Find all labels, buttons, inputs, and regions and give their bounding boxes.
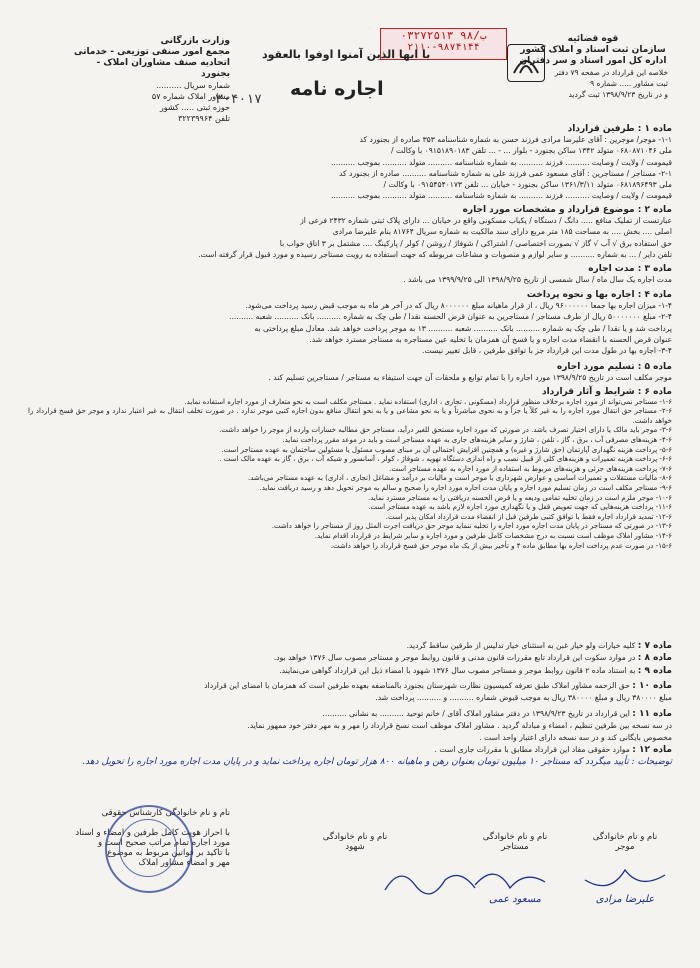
form-line: قیمومت / ولایت / وصایت .......... فرزند .......... به شماره شناسنامه .......... متولد .......... بموجب .......... (330, 157, 672, 167)
clause: ۸-۶- مالیات مستقلات و تعمیرات اساسی و عوارض شهرداری با موجر است و مالیات بر درآمد و مشاغل (تجاری ، اداری) به عهده مستاجر می‌باشد. (247, 474, 672, 483)
org-line: وزارت بازرگانی (160, 36, 230, 46)
serial-number-secondary: ۲۱۱۰-۹۸۷۴۱۴۴ (407, 42, 480, 53)
section-title: ماده ۳ : مدت اجاره (588, 264, 672, 274)
document-title: اجاره نامه (290, 78, 384, 100)
consultant-text: با احراز هویت کامل طرفین و امضاء و اسناد (75, 828, 230, 838)
clause: ۲-۶- مستاجر حق انتقال مورد اجاره را به غیر کلاً یا جزاً و به نحوی مباشرتاً و یا به نحو مشاعی و یا به نحو انتقال منافع بدون اجازه کتبی موجر ندارد . در صورت تخلف انتقال به غیر اعتبار ندارد و موجر حق فسخ قرارداد را خواهد داشت. (28, 407, 672, 425)
section-3 (28, 264, 672, 285)
form-line: اصلی .... بخش .... به مساحت ۱۸۵ متر مربع دارای سند مالکیت به شماره سریال ۸۱۷۶۴ بنام علیرضا مرادی (332, 227, 672, 237)
quran-verse: یا ایها الذین آمنوا اوفوا بالعقود (262, 48, 431, 61)
form-line: مخصوص بایگانی کند و در سه نسخه دارای اعتبار واحد است . (479, 732, 672, 742)
section-title: ماده ۱۰ : (632, 681, 672, 691)
clause: ۷-۶- پرداخت هزینه‌های جزئی و هزینه‌های مربوط به استفاده از مورد اجاره به عهده مستاجر است. (389, 464, 672, 473)
witness-sub: شهود (345, 842, 365, 852)
header-field: مشاور املاک شماره ۵۷ (151, 92, 230, 101)
section-title: ماده ۱۱ : (632, 709, 672, 719)
header-field: حوزه ثبتی ..... کشور (159, 103, 230, 112)
section-title: ماده ۸ : (637, 653, 672, 664)
form-line: حق الزحمه مشاور املاک طبق تعرفه کمیسیون نظارت شهرستان بجنورد بالمناصفه بعهده طرفین است که همزمان با امضای این قرارداد (204, 681, 630, 690)
section-title: ماده ۱ : طرفین قرارداد (567, 124, 672, 134)
form-line: به استناد ماده ۲ قانون روابط موجر و مستاجر مصوب سال ۱۳۷۶ شهود با امضاء ذیل این قرارداد گواهی می‌نمایند. (279, 665, 636, 675)
consultant-text: مورد اجاره تمام مراتب صحیح است و (98, 838, 230, 848)
landlord-sub: موجر (615, 842, 635, 852)
registry-note: ثبت مشاور ..... شماره ۹ (590, 79, 668, 88)
section-10 (28, 680, 672, 704)
section-5 (28, 362, 672, 383)
form-line: ۱-۱- موجر/ موجرین : آقای علیرضا مرادی فرزند حسن به شماره شناسنامه ۳۵۳ صادره از بجنورد کد (359, 135, 672, 144)
registry-note: و در تاریخ ۱۳۹۸/۹/۲۳ ثبت گردید (568, 90, 668, 99)
section-title: ماده ۶ : شرایط و آثار قرارداد (541, 387, 672, 397)
section-title: ماده ۴ : اجاره بها و نحوه پرداخت (526, 290, 672, 300)
tenant-signature-icon (470, 860, 550, 900)
clause: ۶-۶- پرداخت هزینه تعمیرات و هزینه‌های کلی از قبیل نصب و راه اندازی دستگاه تهویه ، شوفاژ ، کولر ، آسانسور و شبکه آب ، برق ، گاز به عهده مالک است . (219, 455, 672, 464)
clause: ۱۰-۶- موجر ملزم است در زمان تخلیه تمامی ودیعه و یا قرض الحسنه دریافتی را به مستاجر مسترد نماید. (368, 493, 672, 502)
form-line: ۲-۱- مستاجر / مستاجرین : آقای مسعود عمی فرزند علی به شماره شناسنامه .......... صادره از بجنورد کد (339, 168, 672, 178)
form-line: عنوان قرض الحسنه با انقضاء مدت اجاره و یا فسخ آن همزمان با تخلیه عین مستاجره به مستاجر مسترد خواهد شد. (309, 334, 672, 344)
tenant-label: نام و نام خانوادگی (482, 832, 548, 842)
clause: ۱۲-۶- تمدید قرارداد اجاره فقط با توافق کتبی طرفین قبل از انقضاء مدت قرارداد امکان پذیر است. (385, 512, 672, 521)
form-line: حق استفاده برق √ آب √ گاز √ بصورت اختصاصی / اشتراکی / شوفاژ / روشن / کولر / پارکینگ .... مشتمل بر ۳ اتاق خواب با (279, 238, 672, 248)
sections-7-9 (28, 640, 672, 677)
form-line: مبلغ ۳۸۰۰۰۰ ریال و مبلغ ۳۸۰۰۰۰ ریال به موجب قبوض شماره .......... و .......... پرداخت شد. (375, 693, 672, 703)
form-line: در موارد سکوت این قرارداد تابع مقررات قانون مدنی و قانون روابط موجر و مستاجر مصوب سال ۱۳۷۶ خواهد بود. (273, 653, 636, 663)
section-title: ماده ۲ : موضوع قرارداد و مشخصات مورد اجاره (462, 205, 672, 215)
clause: ۴-۶- هزینه‌های مصرفی آب ، برق ، گاز ، تلفن ، شارژ و سایر هزینه‌های جاری به عهده مستاجر است و باید در موعد مقرر پرداخت نماید. (282, 435, 672, 444)
witness-signature-block (300, 832, 410, 852)
tenant-name: مسعود عمی (489, 894, 541, 905)
form-line: این قرارداد در تاریخ ۱۳۹۸/۹/۲۳ در دفتر مشاور املاک آقای / خانم توحید .......... به نشانی .......... (322, 709, 630, 718)
serial-number: ب/۹۸ ۰۳۲۷۲۵۱۳ (400, 29, 487, 42)
clause: ۹-۶- مستاجر مکلف است در زمان تسلیم مورد اجاره و پایان مدت اجاره مورد اجاره را صحیح و سالم به موجر تحویل دهد و رسید دریافت نماید. (259, 483, 672, 492)
section-title: ماده ۵ : تسلیم مورد اجاره (556, 362, 672, 372)
section-12 (28, 744, 672, 769)
org-line: سازمان ثبت اسناد و املاک کشور (520, 45, 666, 55)
section-2 (28, 205, 672, 260)
form-line: تلفن دایر / ... به شماره .......... و سایر لوازم و منصوبات و مشاعات مربوطه که جهت استفاده به رویت مستاجر رسیده و مورد قبول قرار گرفته است. (198, 249, 672, 259)
section-11 (28, 708, 672, 743)
clause: ۱۴-۶- مشاور املاک موظف است نسبت به درج مشخصات کامل طرفین و مورد اجاره و سایر شرایط در قرارداد اقدام نماید. (314, 531, 672, 540)
org-line: اداره کل امور اسناد و سر دفتران (519, 56, 667, 66)
org-line: مجمع امور صنفی توزیعی - خدماتی (74, 47, 230, 57)
judiciary-logo-icon (507, 44, 545, 82)
section-title: ماده ۹ : (637, 665, 672, 676)
section-6 (28, 388, 672, 551)
clause: ۳-۶- موجر باید مالک یا دارای اختیار تصرف باشد. در صورتی که مورد اجاره مستحق للغیر درآید، مستاجر حق مطالبه خسارات وارده از موجر را خواهد داشت. (219, 426, 672, 435)
consultant-text: مهر و امضاء مشاور املاک (138, 858, 230, 868)
section-title: ماده ۷ : (637, 641, 672, 651)
clause: ۱۱-۶- پرداخت هزینه‌هایی که جهت تعویض قفل و یا نگهداری مورد اجاره لازم باشد به عهده مستاجر است. (368, 503, 672, 512)
header-org-left (70, 36, 230, 124)
consultant-text: با تاکید بر قوانین مربوط به موضوع (107, 848, 230, 858)
form-line: ۱-۴- میزان اجاره بها جمعا ۹۶۰۰۰۰۰۰ ریال ، از قرار ماهیانه مبلغ ۸۰۰۰۰۰۰ ریال که در آخر هر ماه به موجب قبض رسید پرداخت می‌شود. (245, 301, 672, 310)
clause: ۱۵-۶- در صورت عدم پرداخت اجاره بها مطابق ماده ۴ و تأخیر بیش از یک ماه موجر حق فسخ قرارداد را خواهد داشت. (330, 541, 672, 550)
form-line: ۲-۴- مبلغ ۵۰۰۰۰۰۰۰ ریال از طرف مستاجر / مستاجرین به عنوان قرض الحسنه نقدا / طی چک به شماره .......... بانک .......... شعبه .......... (229, 312, 672, 322)
form-line: ۳-۴- اجاره بها در طول مدت این قرارداد جز با توافق طرفین ، قابل تغییر نیست. (422, 346, 672, 356)
registry-note: خلاصه این قرارداد در صفحه ۷۹ دفتر (554, 68, 668, 77)
registration-number: ۳۰۴۰۱۷ (215, 92, 262, 107)
form-line: موارد حقوقی مفاد این قرارداد مطابق با مقررات جاری است . (434, 745, 630, 754)
form-line: عبارتست از تملیک منافع ..... دانگ / دستگاه / یکباب مسکونی واقع در خیابان ... دارای پلاک ثبتی شماره ۲۴۳۲ فرعی از (300, 216, 672, 225)
section-1 (28, 124, 672, 202)
form-line: قیمومت / ولایت / وصایت .......... فرزند .......... به شماره شناسنامه .......... متولد .......... بموجب .......... (330, 191, 672, 201)
form-line: موجر مکلف است در تاریخ ۱۳۹۸/۹/۲۵ مورد اجاره را با تمام توابع و ملحقات آن جهت استیفاء به مستاجر / مستاجرین تسلیم کند . (268, 373, 672, 382)
landlord-signature-icon (580, 860, 670, 900)
witness-label: نام و نام خانوادگی (322, 832, 388, 842)
header-field: تلفن ۳۲۲۳۹۹۶۴ (178, 114, 230, 123)
form-line: ملی ۰۶۸۰۸۷۱۰۴۶ متولد ۱۳۴۲ ساکن بجنورد - بلوار ... - ... تلفن ۰۹۱۵۱۸۹۰۱۸۳ با وکالت / (391, 146, 672, 156)
header-field: شماره سریال .......... (156, 81, 230, 90)
form-line: کلیه خیارات ولو خیار غبن به استثنای خیار تدلیس از طرفین ساقط گردید. (406, 641, 636, 650)
section-title: ماده ۱۲ : (632, 745, 672, 755)
section-4 (28, 290, 672, 356)
handwritten-notes: توضیحات : تأیید میگردد که مستاجر ۱۰ میلیون تومان بعنوان رهن و ماهیانه ۸۰۰ هزار تومان اجاره پرداخت نماید و در پایان مدت اجاره مورد اجاره را تحویل دهد. (82, 757, 672, 768)
consultant-stamp-icon (105, 805, 193, 893)
form-line: در سه نسخه بین طرفین تنظیم ، امضاء و مبادله گردید . مشاور املاک موظف است نسخ قرارداد را مهر و به مهر دفتر خود ممهور نماید. (247, 721, 672, 731)
tenant-sub: مستاجر (501, 842, 529, 852)
org-line: اتحادیه صنف مشاوران املاک - بجنورد (96, 58, 230, 79)
form-line: مدت اجاره یک سال ماه / سال شمسی از تاریخ ۱۳۹۸/۹/۲۵ الی ۱۳۹۹/۹/۲۵ می باشد . (403, 275, 672, 284)
org-line: قوه قضائیه (567, 34, 619, 44)
landlord-label: نام و نام خانوادگی (592, 832, 658, 842)
clause: ۱-۶- مستاجر نمی‌تواند از مورد اجاره برخلاف منظور قرارداد (مسکونی ، تجاری ، اداری) استفاده نماید . مستاجر مکلف است به نحو متعارف از مورد اجاره استفاده نماید. (184, 397, 672, 406)
witness-signature-icon (380, 860, 480, 900)
legal-expert-label: نام و نام خانوادگی کارشناس حقوقی (101, 808, 230, 818)
landlord-name: علیرضا مرادی (595, 894, 655, 905)
form-line: ملی ۰۶۸۱۸۹۶۴۹۳ متولد ۱۳۶۱/۳/۱۱ ساکن بجنورد - خیابان ... تلفن ۰۹۱۵۴۵۴۰۱۷۳ با وکالت / (383, 180, 672, 190)
clause: ۱۳-۶- در صورتی که مستاجر در پایان مدت اجاره مورد اجاره را تخلیه ننماید موجر حق دریافت اجرت المثل روز از مستاجر را خواهد داشت. (271, 522, 672, 531)
form-line: پرداخت شد و یا نقدا / طی چک به شماره .......... بانک .......... شعبه .......... ۱۳ به موجر پرداخت خواهد شد. معادل مبلغ پرداختی به (254, 323, 672, 333)
clause: ۵-۶- پرداخت هزینه نگهداری آپارتمان (حق شارژ و غیره) و همچنین افزایش احتمالی آن بر مبنای مصوب مسئول یا مسئولین ساختمان به عهده مستاجر است. (221, 445, 672, 454)
